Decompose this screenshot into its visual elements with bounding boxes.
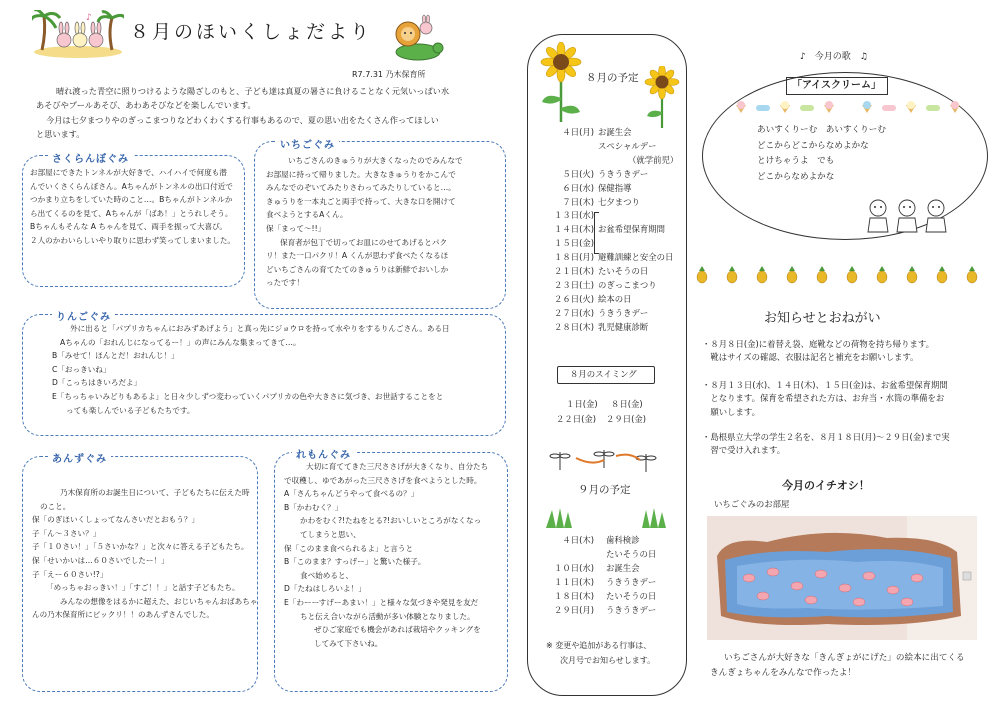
remon-line: E「わーーすげーあまい！」と様々な気づきや発見を友だ: [284, 597, 479, 607]
remon-line: B「かわむく？」: [284, 502, 343, 512]
aug-event: うきうきデー: [598, 168, 649, 179]
sep-date: １８日(木): [553, 590, 594, 601]
sep-schedule-dates: [538, 534, 594, 617]
remon-title: れもんぐみ: [292, 446, 355, 461]
date-line: R7.7.31 乃木保育所: [352, 70, 426, 79]
aug-event: [598, 237, 678, 251]
sakura-text: [30, 166, 235, 248]
lion-turtle-icon: [388, 14, 446, 62]
ringo-line: B「みせて！ほんとだ！おれんじ！」: [52, 351, 179, 361]
notice-item: [702, 379, 950, 419]
song-title: 「アイスクリーム」: [792, 80, 881, 91]
aug-event: [598, 209, 678, 223]
aug-date: ２６日(火): [553, 293, 594, 304]
pickup-text-line: きんぎょちゃんをみんなで作ったよ！: [710, 668, 857, 678]
ringo-text: [44, 322, 450, 417]
aug-date: ７日(木): [562, 196, 594, 207]
aug-event: スペシャルデー: [598, 140, 657, 151]
intro-line: と思います。: [36, 129, 85, 140]
notice-title: お知らせとおねがい: [764, 311, 881, 326]
aug-date: １３日(水): [553, 210, 594, 221]
notice-line: 習で受け入れます。: [702, 445, 786, 456]
anzu-line: のこと。: [40, 501, 71, 511]
anzu-line: 子「ん～３さい？」: [32, 528, 101, 538]
ringo-title: りんごぐみ: [52, 308, 115, 323]
swim-date: ８日(金): [611, 399, 643, 409]
sunflower-icon: [536, 42, 586, 122]
aug-date: １５日(金): [553, 238, 594, 249]
sakura-line: Bちゃんもそんな A ちゃんを見て、両手を振って大喜び。: [30, 222, 228, 232]
ichigo-title: いちごぐみ: [276, 136, 339, 151]
sep-event: お誕生会: [606, 562, 640, 573]
pickup-photo: [707, 516, 977, 640]
ichigo-line: リ！また一口パクリ！A くんが思わず食べたくなるほ: [266, 251, 449, 261]
page-title: ８月のほいくしょだより: [130, 21, 373, 43]
sep-schedule-title: ９月の予定: [578, 484, 631, 496]
aug-date: [538, 154, 594, 168]
anzu-text: [32, 486, 257, 622]
aug-event: お誕生会: [598, 127, 632, 137]
remon-line: B「このまま？すっげー」と驚いた様子。: [284, 557, 426, 567]
intro-line: 今月は七夕まつりやのぎっこまつりなどわくわくする行事もあるので、夏の思い出をたくさん作ってほしい: [46, 114, 439, 125]
aug-event: 七夕まつり: [598, 196, 640, 207]
aug-date: ２１日(木): [553, 266, 594, 277]
anzu-line: 子「えー６０さい!?」: [32, 569, 108, 579]
aug-event: うきうきデー: [598, 307, 649, 318]
ichigo-line: ったです！: [266, 278, 304, 288]
notice-line: となります。保育を希望された方は、お弁当・水筒の準備をお: [702, 393, 945, 404]
sep-date: ２９日(月): [553, 604, 594, 615]
notice-line: ・８月１３日(水)、１４日(木)、１５日(金)は、お盆希望保育期間: [702, 379, 948, 390]
sep-date: １１日(木): [553, 576, 594, 587]
ringo-line: D「こっちはきいろだよ」: [52, 378, 142, 388]
sakura-title: さくらんぼぐみ: [48, 150, 133, 165]
ichigo-line: みんなでのぞいてみたりさわってみたりしていると…。: [266, 183, 456, 193]
aug-event: 保健指導: [598, 182, 632, 193]
sakura-line: お部屋にできたトンネルが大好きで、ハイハイで何度も潜: [30, 168, 227, 177]
ringo-line: っても楽しんでいる子どもたちです。: [66, 405, 195, 415]
svg-text:♪: ♪: [86, 13, 92, 23]
aug-event: お盆希望保育期間: [598, 224, 665, 235]
intro-line: 晴れ渡った青空に照りつけるような陽ざしのもと、子ども達は真夏の暑さに負けることなく元気いっぱい水: [56, 86, 450, 96]
song-header: ♪ 今月の歌 ♫: [796, 52, 872, 62]
notice-line: 願いします。: [702, 406, 760, 417]
remon-line: A「さんちゃんどうやって食べるの？」: [284, 489, 419, 499]
sakura-line: ２人のかわいらしいやり取りに思わず笑ってしまいました。: [30, 235, 236, 245]
ichigo-line: どいちごさんの育てたてのきゅうりは新鮮でおいしか: [266, 264, 449, 274]
ringo-line: C「おっきいね」: [52, 364, 111, 374]
aug-event: 避難訓練と安全の日: [598, 252, 674, 263]
ringo-line: 外に出ると「パプリカちゃんにおみずあげよう」と真っ先にジョウロを持って水やりをするりんごさん。ある日: [70, 324, 450, 333]
aug-schedule-events: [598, 126, 678, 335]
sep-event: うきうきデー: [606, 604, 657, 615]
ringo-line: Aちゃんの「おれんじになってるー！」の声にみんな集まってきて…。: [60, 337, 301, 347]
sunflower-icon: [642, 66, 682, 128]
sep-event: たいそうの日: [606, 548, 657, 559]
aug-event: たいそうの日: [598, 266, 649, 277]
ice-cream-row-icon: [732, 100, 964, 114]
lyric-line: どこからどこからなめよかな: [757, 140, 869, 151]
aug-schedule-title: ８月の予定: [586, 72, 639, 84]
swim-date: ２２日(金): [556, 414, 597, 424]
pineapple-divider-icon: [692, 266, 992, 284]
sep-note-line: ※ 変更や追加がある行事は、: [546, 641, 652, 650]
remon-line: ぜひご家庭でも機会があれば栽培やクッキングを: [314, 625, 481, 635]
sakura-line: ら出てくるのを見て、Aちゃんが「ばあ！」とうれしそう。: [30, 208, 233, 218]
anzu-line: んの乃木保育所にビックリ！！のあんずさんでした。: [32, 610, 214, 620]
aug-event: 絵本の日: [598, 293, 632, 304]
lyric-line: あいすくりーむ あいすくりーむ: [757, 125, 886, 135]
remon-line: 大切に育ててきた三尺ささげが大きくなり、自分たち: [306, 462, 489, 471]
remon-line: ちと伝え合いながら活動が多い体験となりました。: [300, 611, 475, 621]
sep-date: １０日(水): [553, 562, 594, 573]
ichigo-line: 保育者が包丁で切ってお皿にのせてあげるとパク: [280, 237, 448, 247]
sep-event: たいそうの日: [606, 590, 657, 601]
anzu-line: 保「のぎほいくしょってなんさいだとおもう？」: [32, 515, 200, 525]
intro-line: あそびやプールあそび、あわあそびなどを楽しんでいます。: [36, 100, 256, 111]
notice-line: ・８月８日(金)に着替え袋、庭靴などの荷物を持ち帰ります。: [702, 339, 934, 349]
ichigo-line: いちごさんのきゅうりが大きくなったのでみんなで: [288, 156, 463, 165]
swim-title: ８月のスイミング: [570, 369, 637, 379]
aug-schedule-dates: [538, 126, 594, 335]
lyric-line: とけちゃうよ でも: [757, 156, 835, 166]
remon-text: [284, 460, 488, 650]
remon-line: してみて下さいね。: [314, 638, 383, 648]
aug-event: のぎっこまつり: [598, 279, 657, 290]
aug-date: [538, 140, 594, 154]
lyric-line: どこからなめよかな: [757, 171, 835, 182]
notice-line: ・島根県立大学の学生２名を、８月１８日(月)～２９日(金)まで実: [702, 432, 950, 443]
notice-item: [702, 338, 950, 365]
intro-text: [36, 84, 506, 142]
notice-list: [702, 338, 950, 458]
aug-date: ５日(火): [562, 168, 594, 179]
anzu-line: 乃木保育所のお誕生日について、子どもたちに伝えた時: [60, 488, 250, 497]
anzu-line: 子「１０さい！」「５さいかな？」と次々に答える子どもたち。: [32, 542, 249, 552]
remon-line: 食べ始めると、: [300, 570, 354, 580]
remon-line: 保「このまま食べられるよ」と言うと: [284, 543, 414, 553]
aug-event: 乳児健康診断: [598, 321, 649, 332]
aug-event: （就学前児）: [628, 154, 679, 165]
remon-line: D「たねはしろいよ！」: [284, 584, 366, 594]
ichigo-text: [266, 154, 463, 290]
ichigo-line: 食べようとするAくん。: [266, 210, 348, 220]
sep-note-line: 次月号でお知らせします。: [560, 656, 656, 665]
remon-line: で収穫し、ゆであがった三尺ささげを食べようとした時。: [284, 475, 482, 485]
kids-singing-icon: [862, 196, 952, 236]
song-lyrics: [757, 123, 886, 185]
ichigo-line: 保「まって～!!」: [266, 223, 326, 233]
anzu-title: あんずぐみ: [48, 450, 111, 465]
aug-date: ４日(月): [562, 127, 594, 137]
remon-line: かわをむく?!たねをとる?!おいしいところがなくなっ: [300, 516, 482, 526]
anzu-line: 「めっちゃおっきい！」「すご！！」と話す子どもたち。: [46, 583, 240, 593]
sep-schedule-events: [606, 534, 656, 617]
anzu-line: 保「せいかいは…６０さいでしたー！」: [32, 555, 169, 565]
aug-date: ２３日(土): [553, 279, 594, 290]
sep-date: ４日(木): [562, 535, 594, 545]
ichigo-line: きゅうりを一本丸ごと両手で持って、大きな口を開けて: [266, 196, 456, 206]
sakura-line: んでいくさくらんぼさん。Aちゃんがトンネルの出口付近で: [30, 181, 233, 191]
sep-event: 歯科検診: [606, 535, 640, 545]
notice-line: 靴はサイズの確認、衣服は記名と補充をお願いします。: [702, 352, 919, 363]
sakura-line: つかまり立ちをしていた時のこと…。Bちゃんがトンネルか: [30, 195, 233, 205]
swim-date: １日(金): [566, 399, 598, 409]
ichigo-line: お部屋に持って帰りました。大きなきゅうりをかこんで: [266, 169, 456, 179]
aug-date: １４日(木): [553, 224, 594, 235]
anzu-line: みんなの想像をはるかに超えた、おじいちゃんおばあちゃ: [60, 596, 258, 606]
aug-date: ６日(水): [562, 182, 594, 193]
sep-date: [538, 548, 594, 562]
aug-date: ２７日(水): [553, 307, 594, 318]
swim-date: ２９日(金): [606, 414, 647, 424]
ringo-line: E「ちっちゃいみどりもあるよ」と日々少しずつ変わっていくパプリカの色や大きさに気づき、お世話することをと: [52, 391, 444, 401]
palm-bunnies-icon: [32, 10, 124, 58]
pickup-text-line: いちごさんが大好きな「きんぎょがにげた」の絵本に出てくる: [724, 653, 965, 663]
pickup-caption: いちごぐみのお部屋: [714, 499, 790, 509]
remon-line: てしまうと思い、: [300, 529, 361, 539]
aug-date: １８日(月): [553, 252, 594, 263]
sep-event: うきうきデー: [606, 576, 657, 587]
aug-date: ２８日(木): [553, 321, 594, 332]
pickup-title: 今月のイチオシ！: [782, 479, 870, 492]
notice-item: [702, 431, 950, 458]
